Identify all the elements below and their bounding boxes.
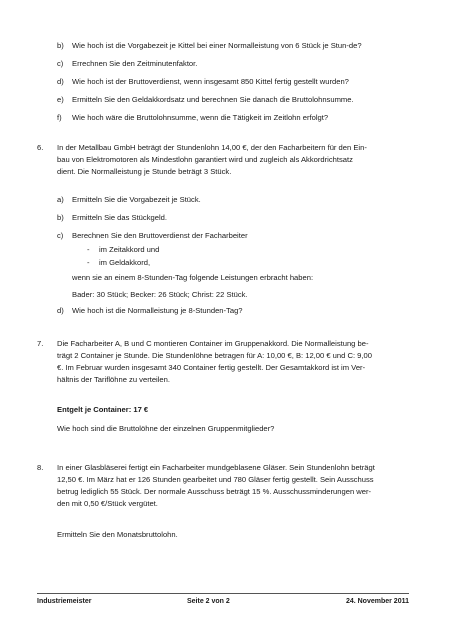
footer-date: 24. November 2011 [345,598,409,605]
task-number: 6. [37,143,44,152]
item-label: f) [57,113,62,122]
paragraph-line: trägt 2 Container je Stunde. Die Stundenlöhne betragen für A: 10,00 €, B: 12,00 € und C: 9,00 [57,351,372,360]
task-6-intro [57,142,409,178]
item-text: Ermitteln Sie das Stückgeld. [72,213,167,222]
paragraph-line: betrug lediglich 55 Stück. Der normale Ausschuss beträgt 15 %. Ausschussminderungen wer- [57,487,372,496]
bullet-marker: - [87,258,90,267]
note-text: Bader: 30 Stück; Becker: 26 Stück; Christ: 22 Stück. [72,290,248,299]
question-text: Wie hoch sind die Bruttolöhne der einzelnen Gruppenmitglieder? [57,424,275,433]
footer-page-number: Seite 2 von 2 [187,598,230,605]
item-text: Wie hoch ist die Vorgabezeit je Kittel bei einer Normalleistung von 6 Stück je Stun-de? [72,41,362,50]
item-text: Berechnen Sie den Bruttoverdienst der Facharbeiter [72,231,248,240]
footer-divider [37,593,409,594]
paragraph-line: Die Facharbeiter A, B und C montieren Container im Gruppenakkord. Die Normalleistung be- [57,339,369,348]
item-label: d) [57,306,64,315]
item-label: e) [57,95,64,104]
item-label: d) [57,77,64,86]
bullet-text: im Zeitakkord und [99,245,160,254]
paragraph-line: bau von Elektromotoren als Mindestlohn garantiert wird und zugleich als Akkordrichtsatz [57,155,353,164]
note-text: wenn sie an einem 8-Stunden-Tag folgende Leistungen erbracht haben: [72,273,314,282]
item-text: Ermitteln Sie die Vorgabezeit je Stück. [72,195,201,204]
item-label: c) [57,59,64,68]
paragraph-line: €. Im Februar wurden insgesamt 340 Container fertig gestellt. Der Gesamtakkord ist im Ver- [57,363,366,372]
task-7-intro [57,338,409,386]
bullet-marker: - [87,245,90,254]
item-text: Errechnen Sie den Zeitminutenfaktor. [72,59,198,68]
bullet-text: im Geldakkord, [99,258,151,267]
paragraph-line: dient. Die Normalleistung je Stunde beträgt 3 Stück. [57,167,232,176]
item-label: b) [57,41,64,50]
item-text: Wie hoch wäre die Bruttolohnsumme, wenn die Tätigkeit im Zeitlohn erfolgt? [72,113,329,122]
paragraph-line: hältnis der Tariflöhne zu verteilen. [57,375,170,384]
paragraph-line: In einer Glasbläserei fertigt ein Facharbeiter mundgeblasene Gläser. Sein Stundenlohn beträgt [57,463,375,472]
task-number: 7. [37,339,44,348]
task-8-intro [57,462,409,510]
item-text: Ermitteln Sie den Geldakkordsatz und berechnen Sie danach die Bruttolohnsumme. [72,95,354,104]
task-number: 8. [37,463,44,472]
item-label: a) [57,195,64,204]
paragraph-line: 12,50 €. Im März hat er 126 Stunden gearbeitet und 780 Gläser fertig gestellt. Sein Ausschuss [57,475,374,484]
paragraph-line: den mit 0,50 €/Stück vergütet. [57,499,158,508]
footer-left: Industriemeister [37,598,92,605]
item-text: Wie hoch ist die Normalleistung je 8-Stunden-Tag? [72,306,243,315]
item-label: c) [57,231,64,240]
item-label: b) [57,213,64,222]
paragraph-line: In der Metallbau GmbH beträgt der Stundenlohn 14,00 €, der den Facharbeitern für den Ein- [57,143,367,152]
item-text: Wie hoch ist der Bruttoverdienst, wenn insgesamt 850 Kittel fertig gestellt wurden? [72,77,349,86]
question-text: Ermitteln Sie den Monatsbruttolohn. [57,530,178,539]
bold-note: Entgelt je Container: 17 € [57,405,149,414]
